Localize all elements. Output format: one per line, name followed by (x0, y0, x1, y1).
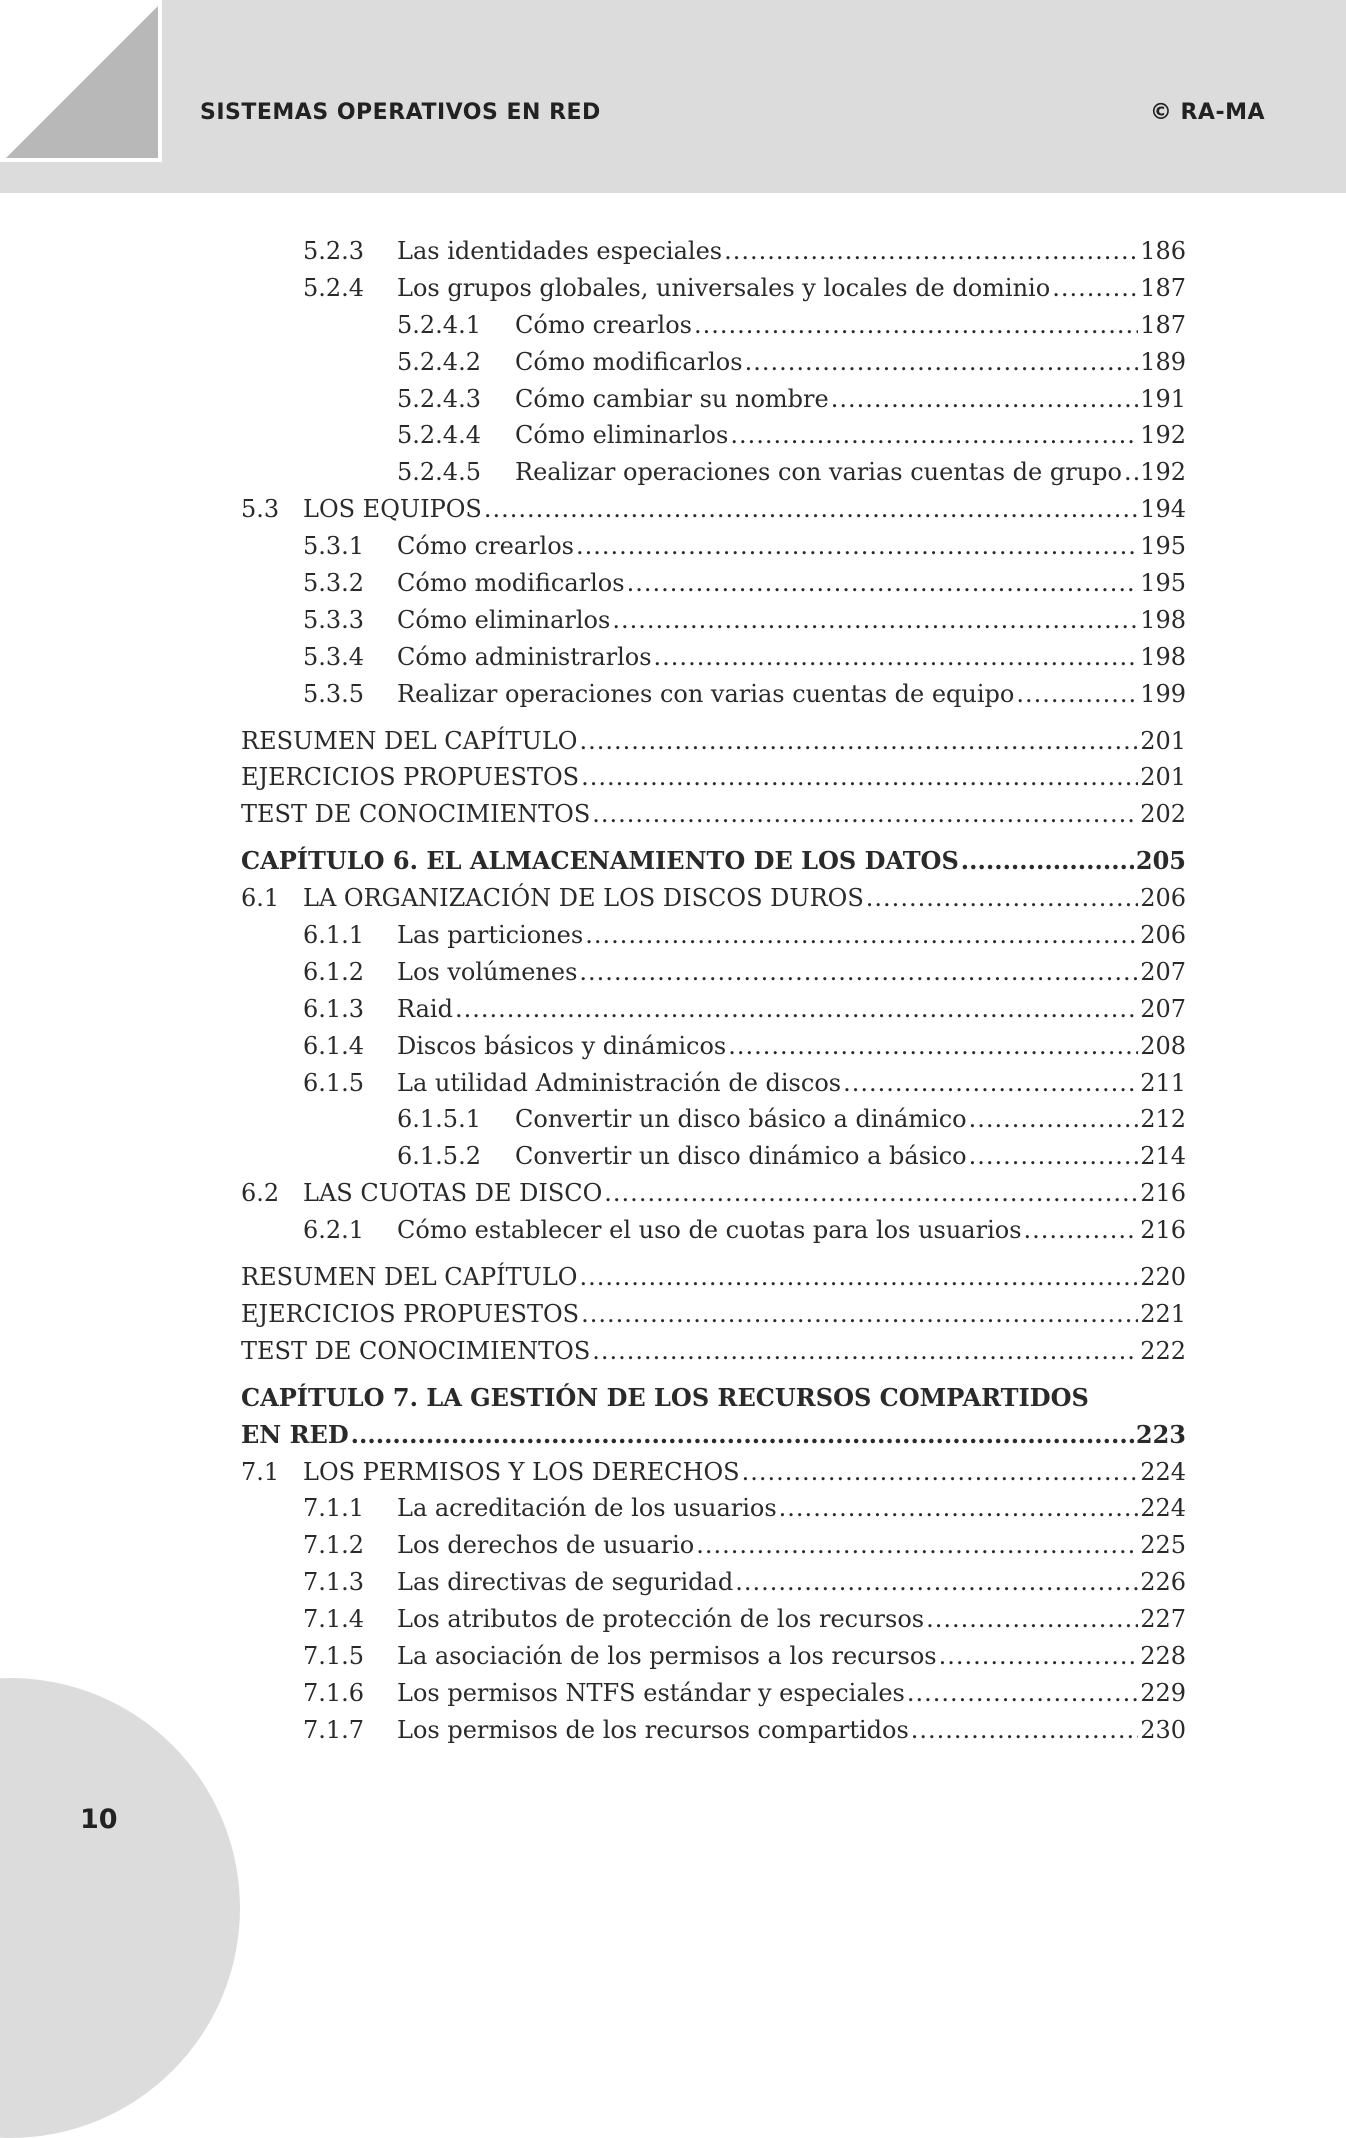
toc-entry-number: 5.2.4.1 (397, 310, 481, 339)
toc-entry (241, 1296, 1186, 1333)
toc-entry-title: CAPÍTULO 7. LA GESTIÓN DE LOS RECURSOS COMPARTIDOS (241, 1382, 1089, 1412)
toc-entry (241, 307, 1186, 344)
toc-entry-number: 6.1.3 (303, 994, 365, 1023)
toc-dot-leader (455, 991, 1138, 1028)
toc-entry-number: 7.1.7 (303, 1715, 365, 1744)
toc-entry-number: 5.3.3 (303, 605, 365, 634)
toc-entry-page: 229 (1140, 1678, 1186, 1707)
toc-entry (241, 528, 1186, 565)
toc-entry-page: 194 (1140, 495, 1186, 524)
toc-entry (241, 454, 1186, 491)
toc-entry-page: 214 (1140, 1142, 1186, 1171)
toc-entry-title: Cómo crearlos (515, 310, 692, 339)
toc-entry-title: Cómo modificarlos (515, 347, 743, 376)
toc-entry-title: Los volúmenes (397, 957, 578, 986)
toc-dot-leader (612, 602, 1138, 639)
toc-dot-leader (484, 491, 1138, 528)
toc-dot-leader (581, 1296, 1138, 1333)
toc-entry-title: Los permisos NTFS estándar y especiales (397, 1678, 905, 1707)
toc-entry-number: 6.1.4 (303, 1031, 365, 1060)
toc-entry-title: LOS PERMISOS Y LOS DERECHOS (303, 1457, 740, 1486)
toc-entry-number: 5.3.1 (303, 532, 365, 561)
toc-entry-page: 211 (1140, 1068, 1186, 1097)
toc-entry (241, 991, 1186, 1028)
toc-entry (241, 1490, 1186, 1527)
toc-entry-number: 6.2 (241, 1179, 280, 1208)
toc-dot-leader (579, 1259, 1138, 1296)
toc-dot-leader (939, 1638, 1139, 1675)
corner-fold-shape (0, 0, 162, 162)
toc-entry-number: 5.2.4.3 (397, 384, 481, 413)
toc-entry (241, 1417, 1186, 1454)
toc-entry-number: 6.1.2 (303, 957, 365, 986)
toc-dot-leader (579, 954, 1138, 991)
toc-entry-number: 5.2.4.4 (397, 421, 481, 450)
toc-entry-number: 5.2.4 (303, 273, 365, 302)
toc-dot-leader (1052, 270, 1138, 307)
toc-entry (241, 796, 1186, 833)
toc-entry (241, 639, 1186, 676)
toc-dot-leader (831, 381, 1138, 418)
toc-entry-page: 201 (1140, 726, 1186, 755)
toc-entry-number: 7.1 (241, 1457, 280, 1486)
toc-entry (241, 676, 1186, 713)
toc-entry-page: 189 (1140, 347, 1186, 376)
toc-entry-title: LOS EQUIPOS (303, 495, 482, 524)
toc-dot-leader (926, 1601, 1138, 1638)
toc-entry-number: 5.3 (241, 495, 280, 524)
toc-entry-page: 224 (1140, 1457, 1186, 1486)
toc-entry-page: 206 (1140, 921, 1186, 950)
toc-entry-title: Cómo eliminarlos (397, 605, 611, 634)
toc-dot-leader (907, 1675, 1138, 1712)
toc-entry-title: Cómo cambiar su nombre (515, 384, 829, 413)
toc-entry-page: 207 (1140, 994, 1186, 1023)
toc-entry (241, 1527, 1186, 1564)
toc-dot-leader (911, 1712, 1138, 1749)
toc-entry-page: 199 (1140, 679, 1186, 708)
toc-entry-page: 212 (1140, 1105, 1186, 1134)
toc-entry-page: 227 (1140, 1605, 1186, 1634)
toc-dot-leader (351, 1417, 1134, 1454)
toc-entry-page: 187 (1140, 310, 1186, 339)
toc-entry-number: 7.1.1 (303, 1494, 365, 1523)
toc-entry-number: 5.2.3 (303, 237, 365, 265)
toc-entry-number: 6.1.1 (303, 921, 365, 950)
toc-dot-leader (696, 1527, 1138, 1564)
toc-entry-title: Los atributos de protección de los recursos (397, 1605, 925, 1634)
toc-entry-page: 220 (1140, 1263, 1186, 1292)
toc-dot-leader (969, 1101, 1139, 1138)
toc-entry-page: 198 (1140, 605, 1186, 634)
toc-entry-title: La acreditación de los usuarios (397, 1494, 777, 1523)
toc-entry (241, 1454, 1186, 1491)
toc-entry-page: 221 (1140, 1299, 1186, 1328)
toc-dot-leader (730, 417, 1138, 454)
toc-entry (241, 491, 1186, 528)
toc-entry (241, 381, 1186, 418)
toc-entry (241, 1638, 1186, 1675)
toc-entry-page: 207 (1140, 957, 1186, 986)
toc-entry (241, 1065, 1186, 1102)
toc-dot-leader (843, 1065, 1138, 1102)
toc-entry-page: 195 (1140, 532, 1186, 561)
toc-entry (241, 1675, 1186, 1712)
toc-entry-page: 192 (1140, 421, 1186, 450)
page-number: 10 (80, 1804, 118, 1835)
toc-dot-leader (969, 1138, 1139, 1175)
toc-entry-number: 5.3.2 (303, 569, 365, 598)
toc-entry-number: 7.1.4 (303, 1605, 365, 1634)
toc-entry-page: 192 (1140, 458, 1186, 487)
toc-dot-leader (576, 528, 1138, 565)
toc-entry-title: Los grupos globales, universales y locales de dominio (397, 273, 1051, 302)
toc-entry (241, 344, 1186, 381)
toc-entry-title: Realizar operaciones con varias cuentas de grupo (515, 458, 1122, 487)
header-band (0, 0, 1346, 193)
toc-entry-number: 7.1.2 (303, 1531, 365, 1560)
toc-dot-leader (627, 565, 1139, 602)
toc-entry-title: CAPÍTULO 6. EL ALMACENAMIENTO DE LOS DATOS (241, 846, 959, 876)
toc-entry-number: 7.1.3 (303, 1568, 365, 1597)
toc-entry-page: 202 (1140, 800, 1186, 829)
toc-entry (241, 1138, 1186, 1175)
toc-entry-number: 7.1.5 (303, 1641, 365, 1670)
toc-entry-title: Cómo eliminarlos (515, 421, 729, 450)
toc-entry (241, 1212, 1186, 1249)
toc-entry-page: 226 (1140, 1568, 1186, 1597)
toc-dot-leader (866, 880, 1138, 917)
toc-entry-number: 6.2.1 (303, 1216, 365, 1245)
toc-entry (241, 759, 1186, 796)
toc-entry (241, 1101, 1186, 1138)
toc-dot-leader (961, 843, 1134, 880)
toc-entry-title: LAS CUOTAS DE DISCO (303, 1179, 603, 1208)
toc-entry-title: La asociación de los permisos a los recursos (397, 1641, 937, 1670)
toc-dot-leader (1024, 1212, 1139, 1249)
toc-dot-leader (592, 1333, 1138, 1370)
toc-entry-title: Cómo crearlos (397, 532, 574, 561)
toc-entry-number: 5.2.4.5 (397, 458, 481, 487)
toc-entry-page: 222 (1140, 1336, 1186, 1365)
toc-entry-page: 205 (1135, 846, 1186, 876)
toc-entry-page: 206 (1140, 884, 1186, 913)
toc-entry-number: 6.1.5 (303, 1068, 365, 1097)
toc-entry-title: EJERCICIOS PROPUESTOS (241, 763, 580, 792)
toc-entry-title: EN RED (241, 1419, 349, 1449)
toc-entry-title: Las directivas de seguridad (397, 1568, 734, 1597)
toc-dot-leader (604, 1175, 1138, 1212)
toc-entry-number: 6.1.5.2 (397, 1142, 481, 1171)
toc-entry-title: La utilidad Administración de discos (397, 1068, 842, 1097)
toc-entry-page: 224 (1140, 1494, 1186, 1523)
toc-entry-page: 223 (1135, 1419, 1186, 1449)
toc-entry (241, 723, 1186, 760)
toc-dot-leader (1016, 676, 1138, 713)
toc-entry-title: Raid (397, 994, 453, 1023)
toc-entry-page: 191 (1140, 384, 1186, 413)
toc-entry-title: Convertir un disco básico a dinámico (515, 1105, 967, 1134)
toc-entry-title: TEST DE CONOCIMIENTOS (241, 1336, 591, 1365)
toc-entry-title: Las identidades especiales (397, 237, 723, 265)
toc-entry-title: TEST DE CONOCIMIENTOS (241, 800, 591, 829)
toc-entry-title: EJERCICIOS PROPUESTOS (241, 1299, 580, 1328)
toc-entry-page: 216 (1140, 1179, 1186, 1208)
toc-dot-leader (585, 917, 1138, 954)
toc-dot-leader (742, 1454, 1139, 1491)
toc-entry (241, 1564, 1186, 1601)
toc-entry-title: Cómo modificarlos (397, 569, 625, 598)
toc-dot-leader (654, 639, 1139, 676)
toc-entry-page: 225 (1140, 1531, 1186, 1560)
toc-entry-title: RESUMEN DEL CAPÍTULO (241, 726, 578, 755)
toc-entry (241, 954, 1186, 991)
toc-entry (241, 1601, 1186, 1638)
toc-entry (241, 917, 1186, 954)
toc-entry-page: 195 (1140, 569, 1186, 598)
toc-entry (241, 417, 1186, 454)
toc-entry-number: 5.2.4.2 (397, 347, 481, 376)
toc-entry-number: 6.1 (241, 884, 280, 913)
toc-dot-leader (728, 1028, 1138, 1065)
toc-entry-title: LA ORGANIZACIÓN DE LOS DISCOS DUROS (303, 884, 864, 913)
toc-entry-title: RESUMEN DEL CAPÍTULO (241, 1263, 578, 1292)
toc-entry-page: 186 (1140, 237, 1186, 265)
toc-entry (241, 1712, 1186, 1749)
toc-entry-title: Realizar operaciones con varias cuentas de equipo (397, 679, 1015, 708)
toc-entry-number: 5.3.5 (303, 679, 365, 708)
toc-entry-number: 6.1.5.1 (397, 1105, 481, 1134)
toc-entry (241, 270, 1186, 307)
toc-entry-page: 198 (1140, 642, 1186, 671)
toc-dot-leader (579, 723, 1138, 760)
toc-dot-leader (694, 307, 1138, 344)
toc-dot-leader (724, 233, 1138, 270)
toc-entry-number: 5.3.4 (303, 642, 365, 671)
toc-entry-title: Convertir un disco dinámico a básico (515, 1142, 967, 1171)
toc-dot-leader (745, 344, 1139, 381)
toc-entry (241, 1028, 1186, 1065)
toc-dot-leader (1124, 454, 1138, 491)
toc-entry (241, 1259, 1186, 1296)
toc-entry-title: Las particiones (397, 921, 584, 950)
toc-entry (241, 1380, 1186, 1417)
toc-entry-page: 201 (1140, 763, 1186, 792)
toc-entry (241, 843, 1186, 880)
toc-entry-page: 208 (1140, 1031, 1186, 1060)
toc-entry (241, 1175, 1186, 1212)
toc-entry (241, 233, 1186, 270)
toc-dot-leader (581, 759, 1138, 796)
toc-entry-title: Los permisos de los recursos compartidos (397, 1715, 909, 1744)
toc-entry-title: Discos básicos y dinámicos (397, 1031, 727, 1060)
toc-dot-leader (779, 1490, 1139, 1527)
toc-entry-page: 230 (1140, 1715, 1186, 1744)
toc-entry (241, 602, 1186, 639)
toc-entry (241, 880, 1186, 917)
page-number-circle (0, 1678, 240, 2138)
running-head-title: SISTEMAS OPERATIVOS EN RED (200, 100, 601, 125)
toc-dot-leader (735, 1564, 1138, 1601)
toc-entry-page: 187 (1140, 273, 1186, 302)
toc-entry-title: Cómo establecer el uso de cuotas para los usuarios (397, 1216, 1022, 1245)
toc-entry-title: Los derechos de usuario (397, 1531, 695, 1560)
toc-entry-title: Cómo administrarlos (397, 642, 652, 671)
toc-entry-number: 7.1.6 (303, 1678, 365, 1707)
toc-entry (241, 1333, 1186, 1370)
running-head-publisher: © RA-MA (1149, 100, 1265, 125)
toc-entry-page: 228 (1140, 1641, 1186, 1670)
table-of-contents (241, 233, 1186, 1749)
toc-dot-leader (592, 796, 1138, 833)
toc-entry-page: 216 (1140, 1216, 1186, 1245)
toc-entry (241, 565, 1186, 602)
